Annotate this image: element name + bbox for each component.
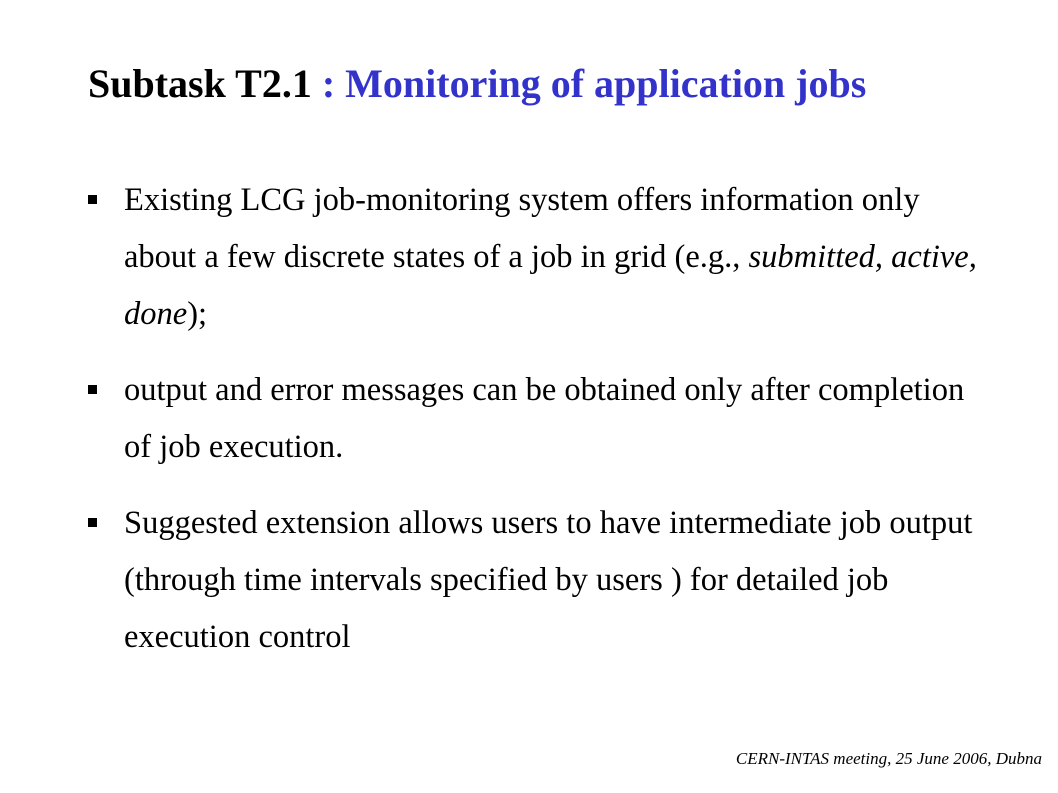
square-bullet-icon	[88, 385, 97, 394]
square-bullet-icon	[88, 518, 97, 527]
bullet-text-end: );	[187, 296, 208, 332]
title-topic: Monitoring of application jobs	[345, 61, 867, 106]
bullet-text: Existing LCG job-monitoring system offers information only about a few discrete states of a job in grid (e.g.,	[124, 182, 920, 275]
bullet-text-italic: submitted, active, done	[124, 239, 977, 332]
square-bullet-icon	[88, 195, 97, 204]
bullet-list	[88, 172, 988, 685]
bullet-item	[88, 362, 988, 476]
bullet-text: Suggested extension allows users to have intermediate job output (through time intervals specified by users ) for detailed job execution control	[124, 505, 973, 655]
bullet-text: output and error messages can be obtained only after completion of job execution.	[124, 372, 965, 465]
title-separator: :	[311, 61, 346, 106]
slide-title	[88, 62, 866, 106]
bullet-item	[88, 172, 988, 343]
footer-note: CERN-INTAS meeting, 25 June 2006, Dubna	[735, 749, 1042, 768]
title-prefix: Subtask T2.1	[88, 61, 312, 106]
bullet-item	[88, 495, 988, 666]
